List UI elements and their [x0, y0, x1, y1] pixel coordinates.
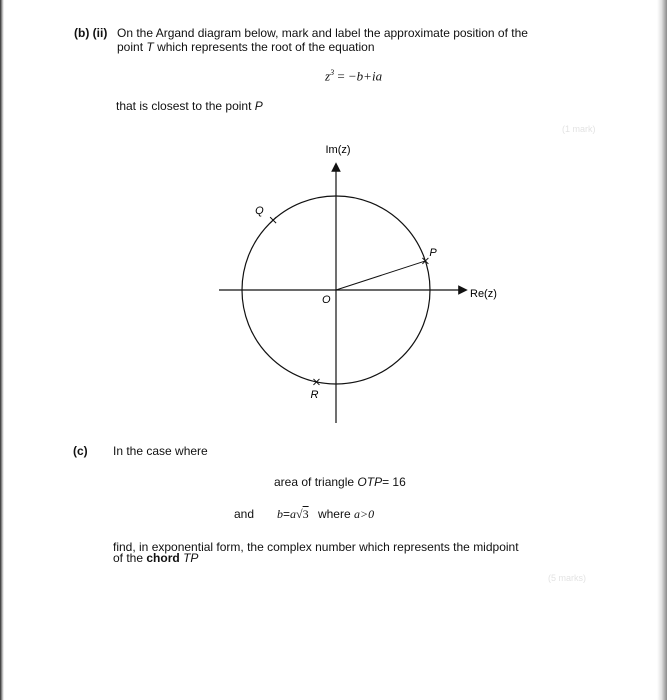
cond-ineq: a>0	[353, 507, 375, 521]
var-tp: TP	[183, 551, 199, 565]
marks-b: (1 mark)	[562, 124, 596, 134]
sqrt-radicand: 3	[302, 507, 309, 521]
eq-lhs: z	[325, 68, 331, 84]
var-p: P	[254, 99, 263, 113]
cond-where: where	[317, 507, 351, 521]
point-p-label: P	[429, 246, 437, 259]
b-condition	[277, 507, 374, 521]
point-p-marker	[422, 258, 428, 264]
find-line2	[113, 551, 198, 565]
var-t: T	[146, 40, 154, 54]
part-b-label: (b) (ii)	[74, 26, 108, 40]
cond-equals: =	[283, 507, 291, 521]
re-axis-label: Re(z)	[470, 288, 497, 300]
area-equals: = 16	[382, 475, 406, 489]
find-line2-prefix: of the	[113, 551, 144, 565]
point-q-marker	[270, 217, 276, 223]
var-otp: OTP	[357, 475, 383, 489]
sqrt-symbol: √	[296, 507, 303, 521]
marks-c: (5 marks)	[548, 573, 586, 583]
point-q-label: Q	[255, 205, 264, 218]
im-axis-label: Im(z)	[325, 144, 351, 156]
point-r-label: R	[310, 388, 319, 401]
area-text: area of triangle	[274, 475, 355, 489]
origin-label: O	[322, 294, 331, 306]
cond-b: b	[277, 507, 283, 521]
and-word: and	[234, 507, 255, 521]
find-line1: find, in exponential form, the complex number which represents the midpoint	[113, 540, 519, 554]
chord-word: chord	[146, 551, 180, 565]
cond-a: a	[290, 507, 297, 521]
area-condition	[274, 475, 406, 489]
part-c-label: (c)	[73, 444, 88, 458]
closest-text: that is closest to the point	[116, 99, 252, 113]
eq-equals: =	[337, 68, 345, 84]
part-b-line2-suffix: which represents the root of the equation	[157, 40, 375, 54]
part-b-line1: On the Argand diagram below, mark and label the approximate position of the	[117, 26, 528, 40]
part-b-line2-prefix: point	[117, 40, 144, 54]
eq-rhs: −b+ia	[347, 68, 383, 84]
eq-exponent: 3	[330, 68, 335, 77]
part-c-intro: In the case where	[113, 444, 208, 458]
radius-op	[336, 261, 425, 290]
